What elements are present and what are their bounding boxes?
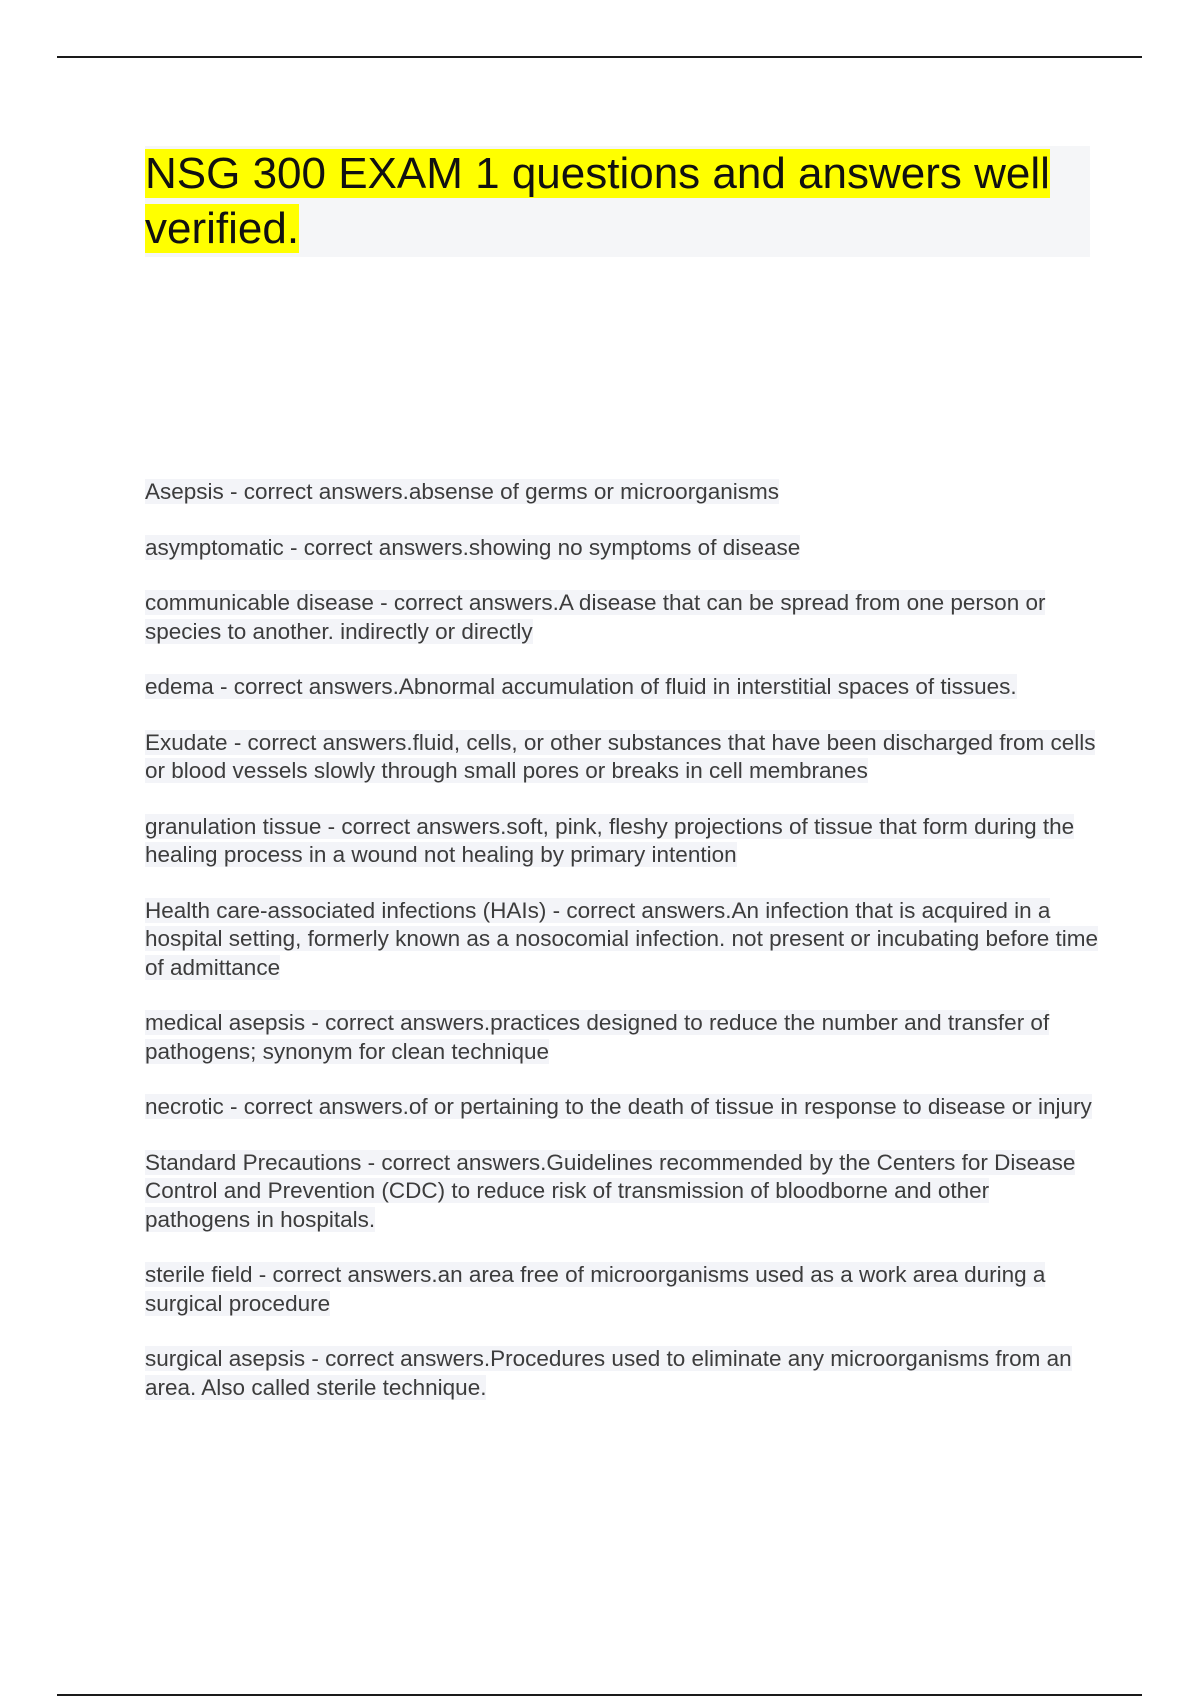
entry-item — [145, 897, 1100, 983]
entry-item — [145, 813, 1100, 870]
entry-item — [145, 729, 1100, 786]
entry-text: medical asepsis - correct answers.practices designed to reduce the number and transfer of pathogens; synonym for clean technique — [145, 1010, 1050, 1064]
entry-item — [145, 1149, 1100, 1235]
entry-text: granulation tissue - correct answers.soft, pink, fleshy projections of tissue that form during the healing process in a wound not healing by primary intention — [145, 813, 1075, 867]
entry-list — [145, 478, 1100, 1429]
document-title-text: NSG 300 EXAM 1 questions and answers well verified. — [145, 149, 1050, 253]
top-rule — [57, 56, 1142, 58]
entry-item — [145, 1261, 1100, 1318]
entry-text: surgical asepsis - correct answers.Procedures used to eliminate any microorganisms from an area. Also called sterile technique. — [145, 1346, 1072, 1400]
entry-text: edema - correct answers.Abnormal accumulation of fluid in interstitial spaces of tissues. — [145, 674, 1017, 699]
entry-item — [145, 1345, 1100, 1402]
entry-item — [145, 589, 1100, 646]
document-title — [145, 146, 1090, 256]
entry-item — [145, 673, 1100, 702]
entry-text: Exudate - correct answers.fluid, cells, or other substances that have been discharged from cells or blood vessels slowly through small pores or breaks in cell membranes — [145, 729, 1096, 783]
title-block — [145, 146, 1090, 257]
entry-text: asymptomatic - correct answers.showing no symptoms of disease — [145, 534, 801, 560]
entry-text: Standard Precautions - correct answers.Guidelines recommended by the Centers for Disease Control and Prevention (CDC) to reduce risk of transmission of bloodborne and other pathogens in hospitals. — [145, 1149, 1076, 1232]
entry-text: Health care-associated infections (HAIs) - correct answers.An infection that is acquired in a hospital setting, formerly known as a nosocomial infection. not present or incubating before time of admittance — [145, 897, 1099, 980]
entry-text: communicable disease - correct answers.A disease that can be spread from one person or species to another. indirectly or directly — [145, 590, 1046, 644]
entry-item — [145, 478, 1100, 507]
entry-item — [145, 534, 1100, 563]
entry-item — [145, 1093, 1100, 1122]
entry-item — [145, 1009, 1100, 1066]
entry-text: necrotic - correct answers.of or pertaining to the death of tissue in response to disease or injury — [145, 1094, 1092, 1119]
entry-text: Asepsis - correct answers.absense of germs or microorganisms — [145, 479, 779, 504]
bottom-rule — [57, 1694, 1142, 1696]
entry-text: sterile field - correct answers.an area free of microorganisms used as a work area during a surgical procedure — [145, 1262, 1046, 1316]
